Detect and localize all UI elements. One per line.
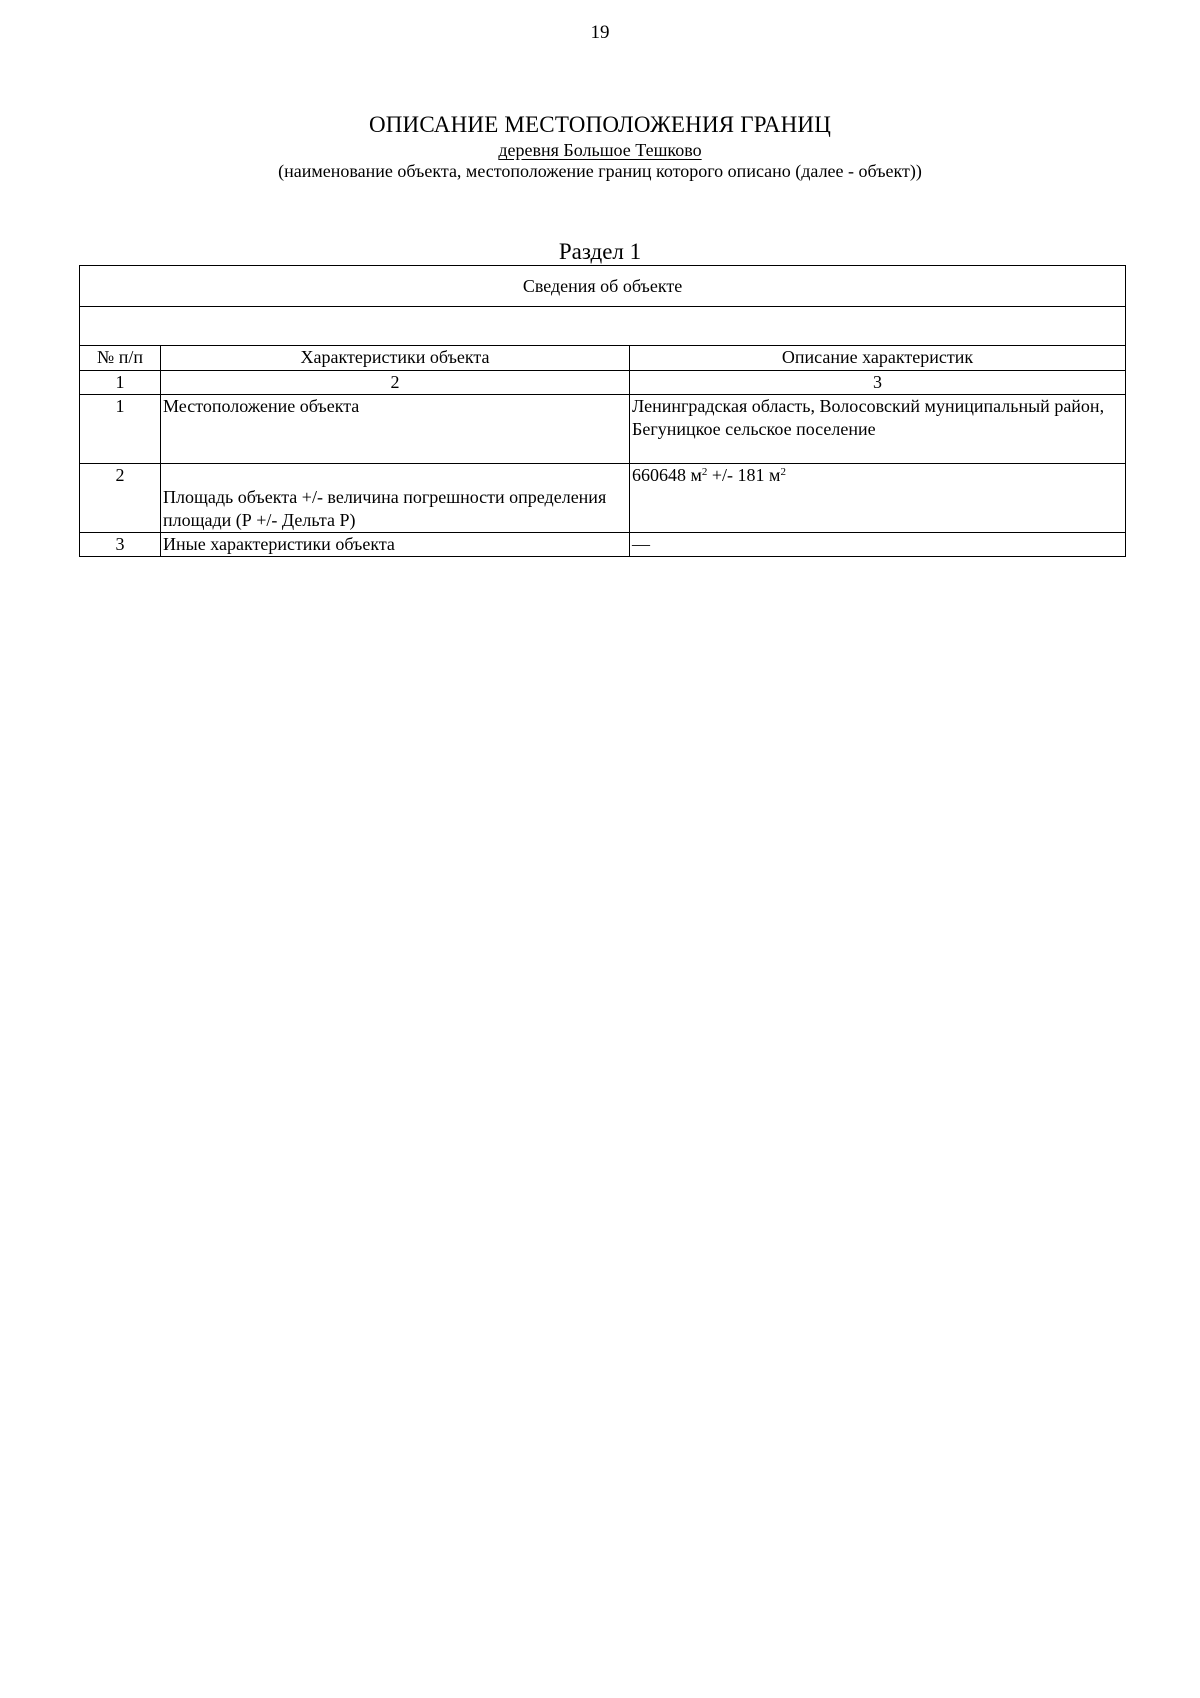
column-number-1: 1 bbox=[80, 371, 161, 395]
row-number: 2 bbox=[80, 464, 161, 533]
table-column-number-row bbox=[80, 371, 1126, 395]
section-title: Раздел 1 bbox=[558, 239, 642, 264]
table-caption: Сведения об объекте bbox=[80, 266, 1126, 307]
row-characteristic: Местоположение объекта bbox=[161, 395, 630, 464]
table-header-row bbox=[80, 346, 1126, 371]
row-number: 1 bbox=[80, 395, 161, 464]
row-description bbox=[630, 464, 1126, 533]
page-number: 19 bbox=[590, 22, 610, 43]
area-error-unit-exponent: 2 bbox=[780, 465, 786, 478]
row-description: Ленинградская область, Волосовский муниципальный район, Бегуницкое сельское поселение bbox=[630, 395, 1126, 464]
row-characteristic: Площадь объекта +/- величина погрешности определения площади (Р +/- Дельта Р) bbox=[161, 464, 630, 533]
table-row bbox=[80, 395, 1126, 464]
header-characteristic: Характеристики объекта bbox=[161, 346, 630, 371]
column-number-3: 3 bbox=[630, 371, 1126, 395]
table-row bbox=[80, 533, 1126, 557]
object-name-hint: (наименование объекта, местоположение границ которого описано (далее - объект)) bbox=[278, 161, 922, 181]
table-empty-row bbox=[80, 307, 1126, 346]
column-number-2: 2 bbox=[161, 371, 630, 395]
table-empty-cell bbox=[80, 307, 1126, 346]
area-value: 660648 м bbox=[632, 465, 702, 485]
document-title: ОПИСАНИЕ МЕСТОПОЛОЖЕНИЯ ГРАНИЦ bbox=[368, 112, 832, 137]
row-description: — bbox=[630, 533, 1126, 557]
header-description: Описание характеристик bbox=[630, 346, 1126, 371]
table-row bbox=[80, 464, 1126, 533]
area-unit-exponent: 2 bbox=[701, 465, 708, 478]
header-number: № п/п bbox=[80, 346, 161, 371]
object-name-line bbox=[0, 140, 1200, 161]
row-characteristic: Иные характеристики объекта bbox=[161, 533, 630, 557]
object-info-table bbox=[79, 265, 1126, 557]
table-caption-row bbox=[80, 266, 1126, 307]
area-error-value: +/- 181 м bbox=[707, 465, 781, 485]
row-number: 3 bbox=[80, 533, 161, 557]
object-name: деревня Большое Тешково bbox=[498, 140, 702, 160]
